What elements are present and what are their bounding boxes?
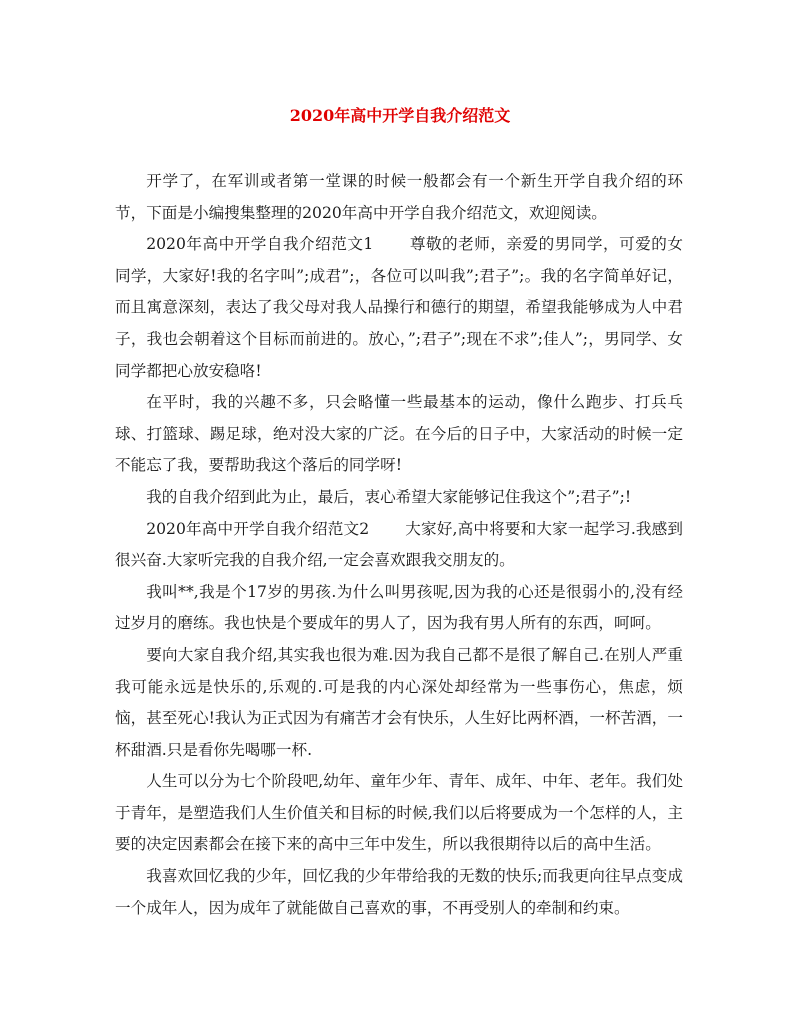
paragraph-closing-1: 我的自我介绍到此为止，最后，衷心希望大家能够记住我这个”;君子”;! [146, 487, 632, 506]
essay-1-opening-text: 尊敬的老师，亲爱的男同学，可爱的女同学，大家好!我的名字叫”;成君”;，各位可以叫我”;君子”;。我的名字简单好记，而且寓意深刻，表达了我父母对我人品操行和德行的期望，希望我能够成为人中君子，我也会朝着这个目标而前进的。放心，”;君子”;现在不求”;佳人”;，男同学、女同学都把心放安稳咯! [115, 235, 683, 380]
paragraph-hobbies: 在平时，我的兴趣不多，只会略懂一些最基本的运动，像什么跑步、打兵乓球、打篮球、踢足球，绝对没大家的广泛。在今后的日子中，大家活动的时候一定不能忘了我，要帮助我这个落后的同学呀! [115, 393, 683, 475]
document-body [115, 166, 683, 924]
paragraph-essay-2-opening [115, 514, 683, 577]
paragraph-intro: 开学了，在军训或者第一堂课的时候一般都会有一个新生开学自我介绍的环节，下面是小编搜集整理的2020年高中开学自我介绍范文，欢迎阅读。 [115, 172, 683, 222]
paragraph-memories: 我喜欢回忆我的少年，回忆我的少年带给我的无数的快乐;而我更向往早点变成一个成年人，因为成年了就能做自己喜欢的事，不再受别人的牵制和约束。 [115, 867, 683, 917]
section-heading-2: 2020年高中开学自我介绍范文2 [146, 519, 370, 538]
paragraph-essay-1-opening [115, 229, 683, 387]
paragraph-life-stages: 人生可以分为七个阶段吧,幼年、童年少年、青年、成年、中年、老年。我们处于青年，是塑造我们人生价值关和目标的时候,我们以后将要成为一个怎样的人，主要的决定因素都会在接下来的高中三年中发生，所以我很期待以后的高中生活。 [115, 772, 683, 854]
paragraph-self-reflection: 要向大家自我介绍,其实我也很为难.因为我自己都不是很了解自己.在别人严重我可能永远是快乐的,乐观的.可是我的内心深处却经常为一些事伤心，焦虑，烦恼，甚至死心!我认为正式因为有痛苦才会有快乐，人生好比两杯酒，一杯苦酒，一杯甜酒.只是看你先喝哪一杯. [115, 645, 683, 759]
paragraph-name-age: 我叫**,我是个17岁的男孩.为什么叫男孩呢,因为我的心还是很弱小的,没有经过岁月的磨练。我也快是个要成年的男人了，因为我有男人所有的东西，呵呵。 [115, 582, 683, 633]
essay-2-opening-text: 大家好,高中将要和大家一起学习.我感到很兴奋.大家听完我的自我介绍,一定会喜欢跟我交朋友的。 [115, 519, 684, 570]
section-heading-1: 2020年高中开学自我介绍范文1 [146, 235, 374, 254]
document-title: 2020年高中开学自我介绍范文 [289, 106, 511, 125]
